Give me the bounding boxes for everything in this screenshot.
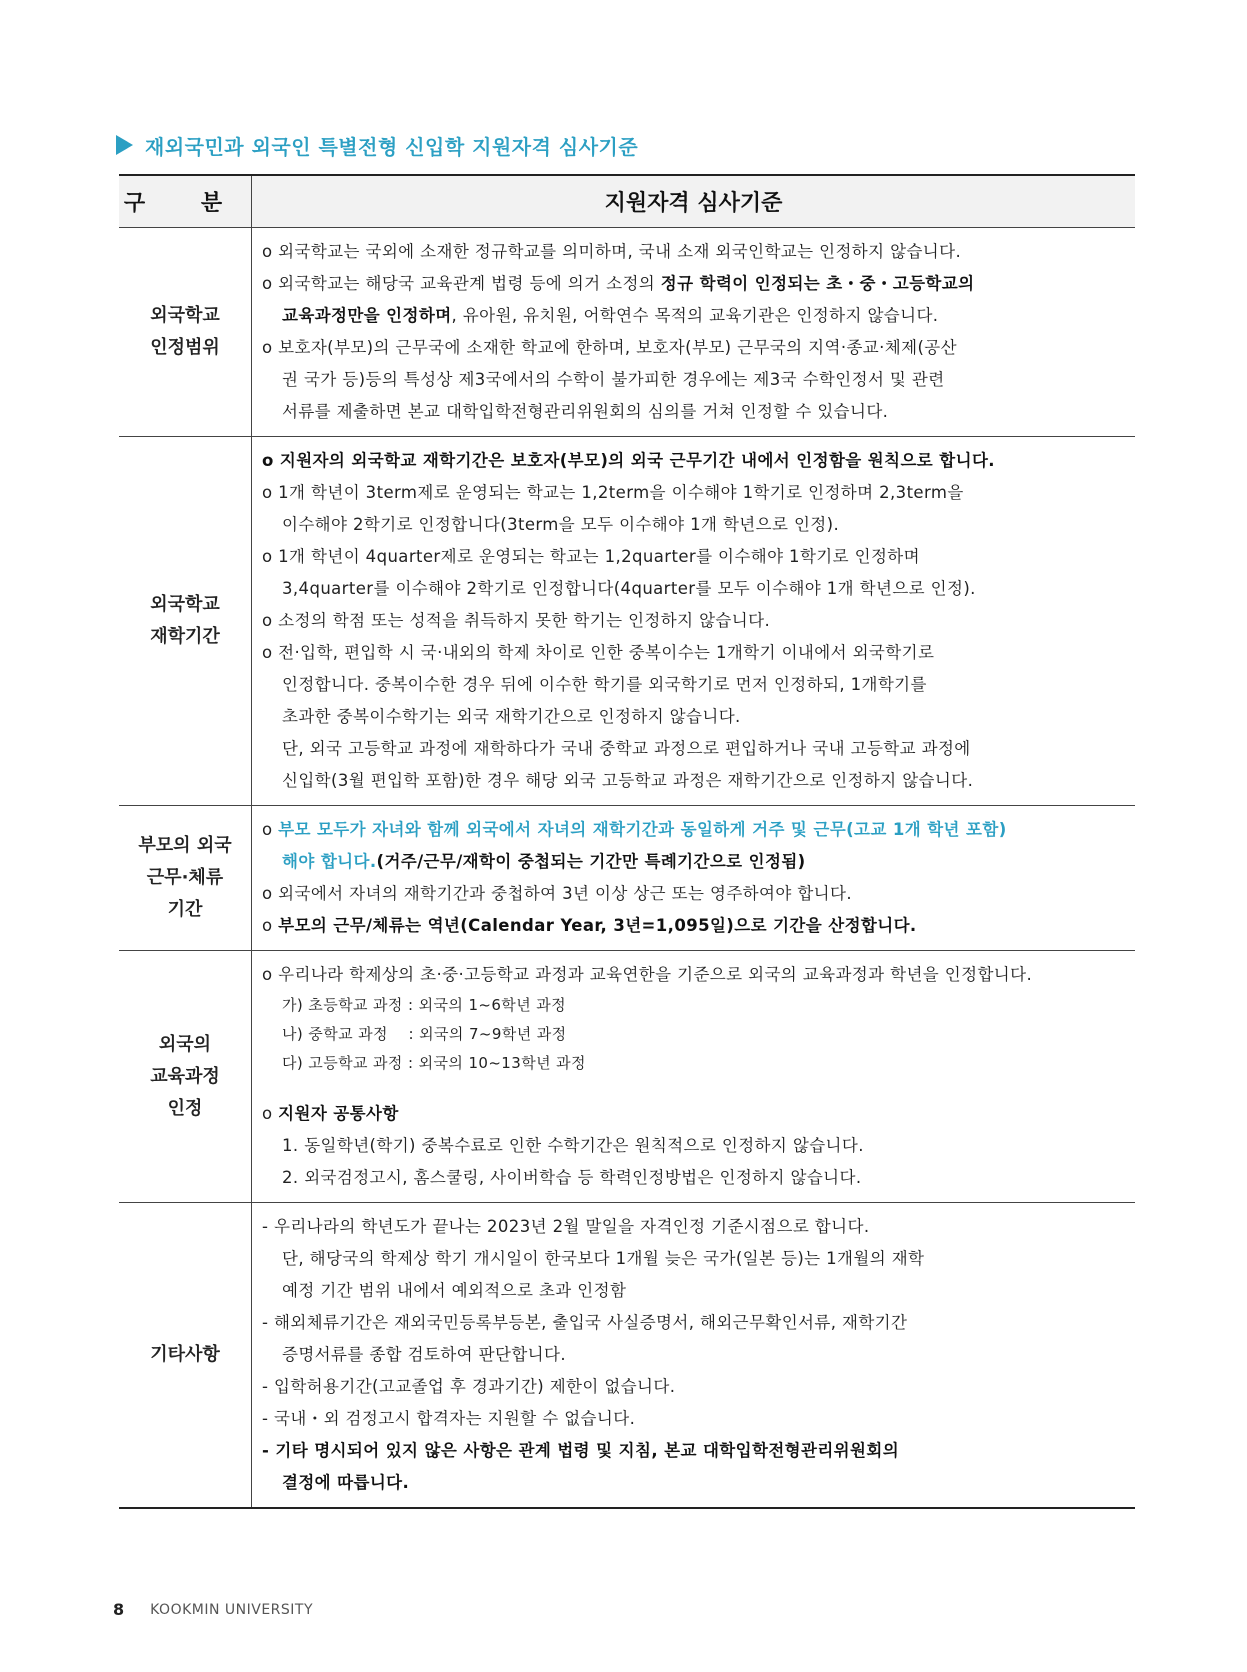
- criteria-line: [262, 236, 1125, 268]
- text-segment: 정규 학력이 인정되는 초・중・고등학교의: [660, 274, 975, 293]
- text-segment: o 지원자의 외국학교 재학기간은 보호자(부모)의 외국 근무기간 내에서 인정함을 원칙으로 합니다.: [262, 451, 995, 470]
- category-label: [119, 300, 251, 364]
- text-segment: - 해외체류기간은 재외국민등록부등본, 출입국 사실증명서, 해외근무확인서류, 재학기간: [262, 1313, 908, 1332]
- criteria-line: [262, 1403, 1125, 1435]
- text-segment: o 보호자(부모)의 근무국에 소재한 학교에 한하며, 보호자(부모) 근무국의 지역·종교·체제(공산: [262, 338, 957, 357]
- text-segment: 3,4quarter를 이수해야 2학기로 인정합니다(4quarter를 모두 이수해야 1개 학년으로 인정).: [282, 579, 976, 598]
- text-segment: 교육과정만을 인정하며: [282, 306, 452, 325]
- criteria-line: [262, 637, 1125, 669]
- category-label: [119, 1339, 251, 1371]
- text-segment: o: [262, 1104, 279, 1123]
- header-criteria: 지원자격 심사기준: [252, 175, 1136, 228]
- criteria-cell: [252, 951, 1136, 1203]
- text-segment: 예정 기간 범위 내에서 예외적으로 초과 인정함: [282, 1281, 627, 1300]
- criteria-line: [262, 959, 1125, 991]
- category-line: 기타사항: [150, 1344, 220, 1365]
- text-segment: (거주/근무/재학이 중첩되는 기간만 특례기간으로 인정됨): [376, 852, 806, 871]
- criteria-line: [262, 573, 1125, 605]
- text-segment: - 국내・외 검정고시 합격자는 지원할 수 없습니다.: [262, 1409, 636, 1428]
- category-line: 교육과정: [150, 1065, 220, 1087]
- text-segment: o: [262, 820, 279, 839]
- page-number: 8: [113, 1600, 125, 1619]
- header-category: 구 분: [119, 175, 252, 228]
- category-label: [119, 589, 251, 653]
- criteria-table: [119, 174, 1135, 1509]
- text-segment: , 유아원, 유치원, 어학연수 목적의 교육기관은 인정하지 않습니다.: [451, 306, 939, 325]
- criteria-line: [262, 1020, 1125, 1049]
- criteria-line: [262, 477, 1125, 509]
- text-segment: o 외국학교는 해당국 교육관계 법령 등에 의거 소정의: [262, 274, 661, 293]
- criteria-line: [262, 1162, 1125, 1194]
- text-segment: - 기타 명시되어 있지 않은 사항은 관계 법령 및 지침, 본교 대학입학전형관리위원회의: [262, 1441, 900, 1460]
- page-footer: [113, 1600, 313, 1619]
- category-line: 근무·체류: [146, 867, 224, 888]
- criteria-line: [262, 364, 1125, 396]
- text-segment: o 외국학교는 국외에 소재한 정규학교를 의미하며, 국내 소재 외국인학교는 인정하지 않습니다.: [262, 242, 962, 261]
- criteria-line: [262, 605, 1125, 637]
- category-cell: [119, 806, 252, 951]
- text-segment: 증명서류를 종합 검토하여 판단합니다.: [282, 1345, 567, 1364]
- text-segment: o: [262, 916, 279, 935]
- table-row: [119, 951, 1135, 1203]
- text-segment: 가) 초등학교 과정 : 외국의 1~6학년 과정: [282, 996, 567, 1014]
- text-segment: 1. 동일학년(학기) 중복수료로 인한 수학기간은 원칙적으로 인정하지 않습니다.: [282, 1136, 864, 1155]
- text-segment: 결정에 따릅니다.: [282, 1473, 410, 1492]
- criteria-line: [262, 1467, 1125, 1499]
- text-segment: 인정합니다. 중복이수한 경우 뒤에 이수한 학기를 외국학기로 먼저 인정하되, 1개학기를: [282, 675, 927, 694]
- text-segment: 신입학(3월 편입학 포함)한 경우 해당 외국 고등학교 과정은 재학기간으로 인정하지 않습니다.: [282, 771, 974, 790]
- criteria-line: [262, 268, 1125, 300]
- text-segment: - 입학허용기간(고교졸업 후 경과기간) 제한이 없습니다.: [262, 1377, 676, 1396]
- criteria-line: [262, 1243, 1125, 1275]
- table-row: [119, 1203, 1135, 1509]
- text-segment: o 1개 학년이 4quarter제로 운영되는 학교는 1,2quarter를 이수해야 1학기로 인정하며: [262, 547, 920, 566]
- table-row: [119, 806, 1135, 951]
- text-segment: 부모 모두가 자녀와 함께 외국에서 자녀의 재학기간과 동일하게 거주 및 근무(고교 1개 학년 포함): [278, 820, 1007, 839]
- text-segment: o 소정의 학점 또는 성적을 취득하지 못한 학기는 인정하지 않습니다.: [262, 611, 771, 630]
- criteria-line: [262, 765, 1125, 797]
- category-line: 외국학교: [150, 305, 220, 326]
- category-line: 부모의 외국: [138, 835, 232, 856]
- category-label: [119, 830, 251, 926]
- criteria-line: [262, 509, 1125, 541]
- text-segment: 2. 외국검정고시, 홈스쿨링, 사이버학습 등 학력인정방법은 인정하지 않습니다.: [282, 1168, 862, 1187]
- criteria-line: [262, 1130, 1125, 1162]
- criteria-line: [262, 669, 1125, 701]
- triangle-right-icon: [116, 135, 133, 155]
- text-segment: 이수해야 2학기로 인정합니다(3term을 모두 이수해야 1개 학년으로 인정).: [282, 515, 840, 534]
- table-row: [119, 228, 1135, 437]
- criteria-line: [262, 445, 1125, 477]
- category-line: 외국학교: [150, 594, 220, 615]
- text-segment: 권 국가 등)등의 특성상 제3국에서의 수학이 불가피한 경우에는 제3국 수학인정서 및 관련: [282, 370, 945, 389]
- criteria-line: [262, 733, 1125, 765]
- criteria-cell: [252, 806, 1136, 951]
- category-line: 인정: [167, 1097, 203, 1119]
- section-heading: [116, 128, 638, 162]
- criteria-line: [262, 1371, 1125, 1403]
- text-segment: 지원자 공통사항: [278, 1104, 399, 1123]
- section-title: 재외국민과 외국인 특별전형 신입학 지원자격 심사기준: [145, 134, 639, 159]
- criteria-line: [262, 991, 1125, 1020]
- category-label: [119, 1029, 251, 1125]
- criteria-cell: [252, 437, 1136, 806]
- table-row: [119, 437, 1135, 806]
- criteria-line: [262, 910, 1125, 942]
- text-segment: 단, 외국 고등학교 과정에 재학하다가 국내 중학교 과정으로 편입하거나 국내 고등학교 과정에: [282, 739, 971, 758]
- category-cell: [119, 951, 252, 1203]
- criteria-cell: [252, 1203, 1136, 1509]
- text-segment: 단, 해당국의 학제상 학기 개시일이 한국보다 1개월 늦은 국가(일본 등)는 1개월의 재학: [282, 1249, 925, 1268]
- criteria-cell: [252, 228, 1136, 437]
- university-name: KOOKMIN UNIVERSITY: [150, 1601, 314, 1618]
- text-segment: o 우리나라 학제상의 초·중·고등학교 과정과 교육연한을 기준으로 외국의 교육과정과 학년을 인정합니다.: [262, 965, 1033, 984]
- criteria-line: [262, 1435, 1125, 1467]
- criteria-line: [262, 396, 1125, 428]
- text-segment: 나) 중학교 과정 : 외국의 7~9학년 과정: [282, 1025, 567, 1043]
- text-segment: o 전·입학, 편입학 시 국·내외의 학제 차이로 인한 중복이수는 1개학기 이내에서 외국학기로: [262, 643, 935, 662]
- text-segment: 서류를 제출하면 본교 대학입학전형관리위원회의 심의를 거쳐 인정할 수 있습니다.: [282, 402, 889, 421]
- category-line: 재학기간: [150, 626, 220, 647]
- text-segment: 다) 고등학교 과정 : 외국의 10~13학년 과정: [282, 1054, 586, 1072]
- category-cell: [119, 228, 252, 437]
- category-line: 외국의: [158, 1033, 212, 1055]
- criteria-line: [262, 1275, 1125, 1307]
- criteria-line: [262, 846, 1125, 878]
- criteria-line: [262, 300, 1125, 332]
- text-segment: 초과한 중복이수학기는 외국 재학기간으로 인정하지 않습니다.: [282, 707, 741, 726]
- criteria-line: [262, 1307, 1125, 1339]
- category-line: 기간: [167, 899, 203, 920]
- criteria-line: [262, 701, 1125, 733]
- text-segment: - 우리나라의 학년도가 끝나는 2023년 2월 말일을 자격인정 기준시점으로 합니다.: [262, 1217, 870, 1236]
- category-line: 인정범위: [150, 337, 220, 358]
- text-segment: o 1개 학년이 3term제로 운영되는 학교는 1,2term을 이수해야 1학기로 인정하며 2,3term을: [262, 483, 964, 502]
- criteria-line: [262, 814, 1125, 846]
- table-header-row: [119, 175, 1135, 228]
- criteria-line: [262, 1049, 1125, 1078]
- criteria-line: [262, 1211, 1125, 1243]
- text-segment: 해야 합니다.: [282, 852, 377, 871]
- criteria-line: [262, 1098, 1125, 1130]
- text-segment: o 외국에서 자녀의 재학기간과 중첩하여 3년 이상 상근 또는 영주하여야 합니다.: [262, 884, 852, 903]
- text-segment: 부모의 근무/체류는 역년(Calendar Year, 3년=1,095일)으로 기간을 산정합니다.: [278, 916, 917, 935]
- criteria-line: [262, 541, 1125, 573]
- table-body: [119, 228, 1135, 1509]
- category-cell: [119, 437, 252, 806]
- criteria-line: [262, 1339, 1125, 1371]
- criteria-line: [262, 1078, 1125, 1098]
- criteria-line: [262, 878, 1125, 910]
- criteria-line: [262, 332, 1125, 364]
- category-cell: [119, 1203, 252, 1509]
